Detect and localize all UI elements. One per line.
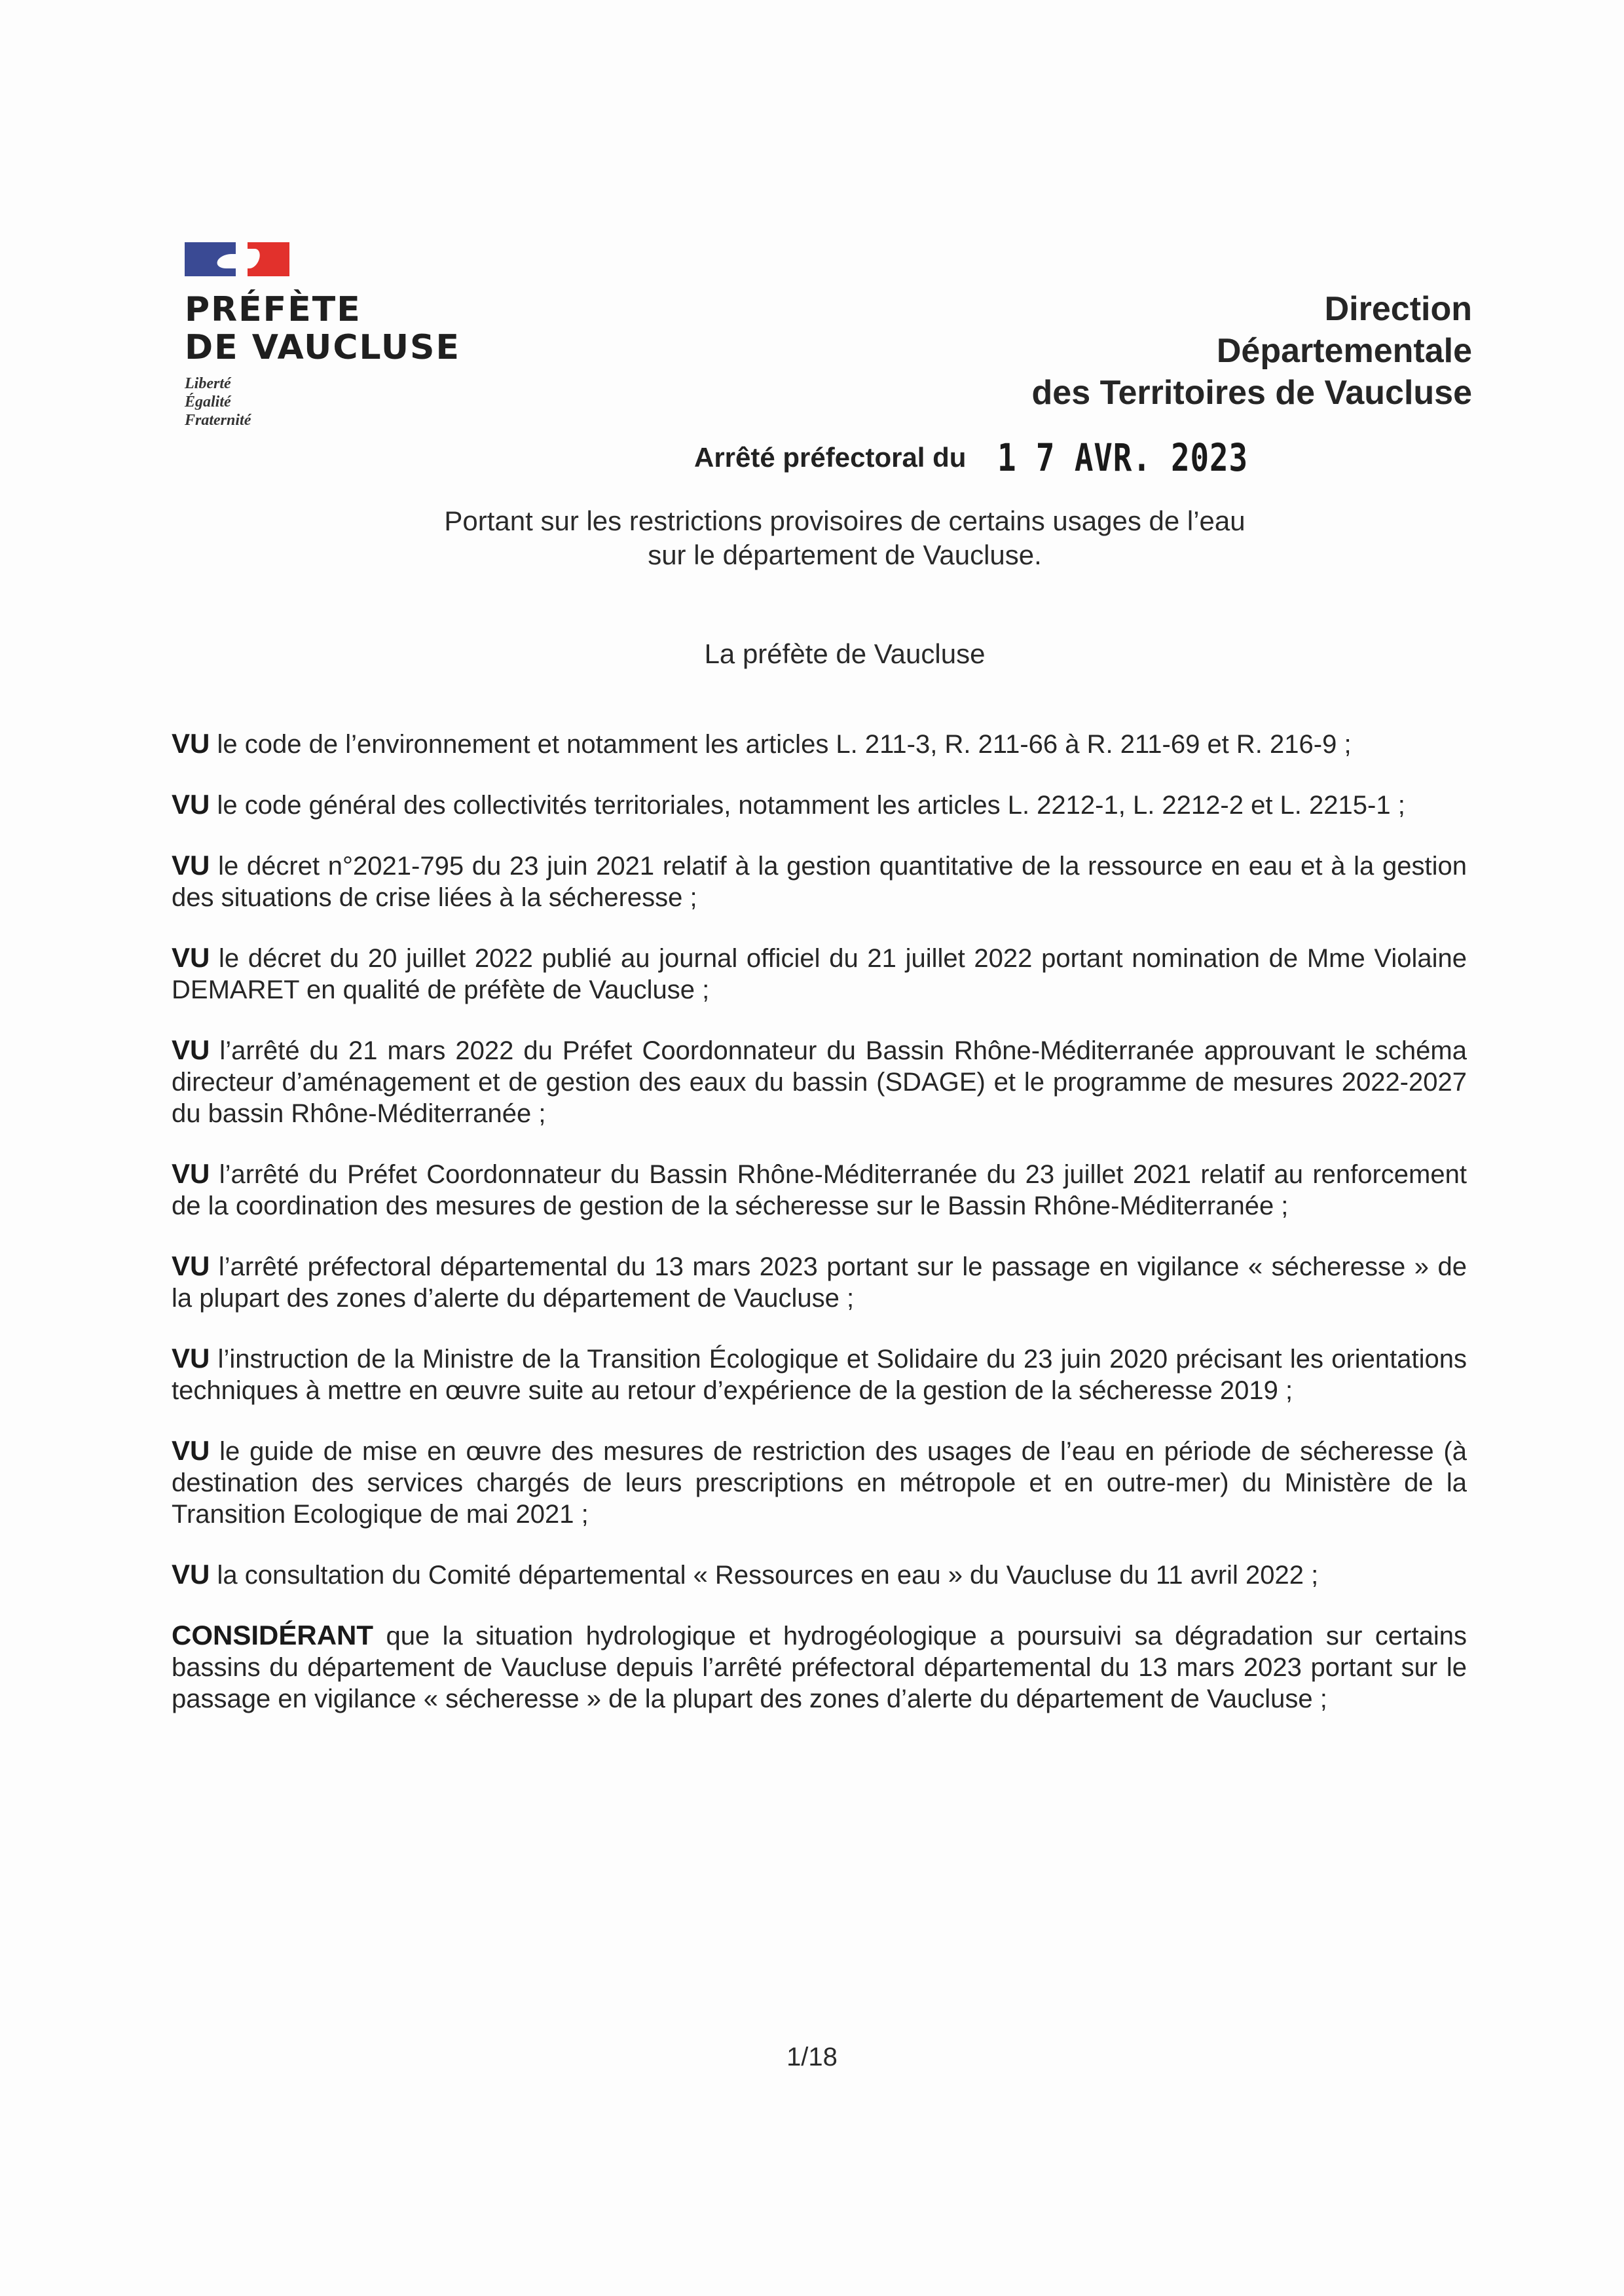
clause-keyword: VU [172,1435,210,1466]
clause-keyword: VU [172,1343,210,1374]
clause-text: l’arrêté du Préfet Coordonnateur du Bassin Rhône-Méditerranée du 23 juillet 2021 relatif au renforcement de la coordination des mesures de gestion de la sécheresse sur le Bassin Rhône-Méditerranée ; [172,1160,1467,1220]
republic-motto [185,374,525,429]
clause-text: le décret du 20 juillet 2022 publié au journal officiel du 21 juillet 2022 portant nomination de Mme Violaine DEMARET en qualité de préfète de Vaucluse ; [172,944,1467,1004]
clause-keyword: VU [172,1158,210,1189]
clause-text: la consultation du Comité départemental « Ressources en eau » du Vaucluse du 11 avril 2022 ; [217,1561,1319,1590]
subject-line1: Portant sur les restrictions provisoires de certains usages de l’eau [444,505,1246,536]
clause-keyword: VU [172,728,210,759]
clause-keyword: VU [172,789,210,820]
clause-text: l’arrêté du 21 mars 2022 du Préfet Coordonnateur du Bassin Rhône-Méditerranée approuvant le schéma directeur d’aménagement et de gestion des eaux du bassin (SDAGE) et le programme de mesures 2022-2027 du bassin Rhône-Méditerranée ; [172,1036,1467,1128]
clauses-list [172,728,1467,1743]
motto-liberte: Liberté [185,375,231,392]
directorate-line1: Direction [1324,290,1472,328]
clause [172,942,1467,1006]
directorate-line3: des Territoires de Vaucluse [1031,374,1472,412]
clause [172,850,1467,913]
prefecture-name-line2: DE VAUCLUSE [185,328,461,367]
clause [172,1250,1467,1314]
clause-text: le code général des collectivités territoriales, notamment les articles L. 2212-1, L. 2212-2 et L. 2215-1 ; [217,791,1405,820]
prefecture-name-line1: PRÉFÈTE [185,290,361,329]
clause [172,789,1467,821]
directorate-line2: Départementale [1216,332,1472,370]
decree-title [694,435,1303,480]
prefecture-name [185,291,525,367]
motto-egalite: Égalité [185,393,231,410]
clause-text: le guide de mise en œuvre des mesures de restriction des usages de l’eau en période de sécheresse (à destination des services chargés de leurs prescriptions en métropole et en outre-mer) du Ministère de la Transition Ecologique de mai 2021 ; [172,1437,1467,1529]
clause-text: que la situation hydrologique et hydrogéologique a poursuivi sa dégradation sur certains bassins du département de Vaucluse depuis l’arrêté préfectoral départemental du 13 mars 2023 portant sur le passage en vigilance « sécheresse » de la plupart des zones d’alerte du département de Vaucluse ; [172,1622,1467,1713]
clause [172,1343,1467,1406]
issuing-authority: La préfète de Vaucluse [704,638,986,669]
issuing-directorate [1032,288,1472,414]
decree-subject [367,504,1323,572]
clause [172,1158,1467,1222]
clause [172,728,1467,760]
clause-keyword: VU [172,1250,210,1281]
clause-keyword: VU [172,1034,210,1065]
page-number: 1/18 [786,2043,838,2071]
motto-fraternite: Fraternité [185,412,251,429]
date-stamp: 1 7 AVR. 2023 [997,435,1249,480]
clause-text: le décret n°2021-795 du 23 juin 2021 relatif à la gestion quantitative de la ressource en eau et à la gestion des situations de crise liées à la sécheresse ; [172,852,1467,912]
clause-keyword: CONSIDÉRANT [172,1620,374,1650]
prefecture-logo [185,242,525,429]
subject-line2: sur le département de Vaucluse. [648,539,1042,570]
clause-keyword: VU [172,850,210,881]
clause [172,1559,1467,1591]
flag-blue-stripe [185,242,236,276]
flag-red-stripe [248,242,289,276]
decree-title-label: Arrêté préfectoral du [694,442,967,473]
clause [172,1034,1467,1129]
clause-text: le code de l’environnement et notamment les articles L. 211-3, R. 211-66 à R. 211-69 et R. 216-9 ; [217,730,1352,759]
marianne-flag-icon [185,242,289,276]
clause-keyword: VU [172,1559,210,1590]
clause [172,1620,1467,1715]
clause-keyword: VU [172,942,210,973]
clause [172,1435,1467,1530]
clause-text: l’instruction de la Ministre de la Transition Écologique et Solidaire du 23 juin 2020 précisant les orientations techniques à mettre en œuvre suite au retour d’expérience de la gestion de la sécheresse 2019 ; [172,1345,1467,1405]
clause-text: l’arrêté préfectoral départemental du 13 mars 2023 portant sur le passage en vigilance « sécheresse » de la plupart des zones d’alerte du département de Vaucluse ; [172,1252,1467,1313]
